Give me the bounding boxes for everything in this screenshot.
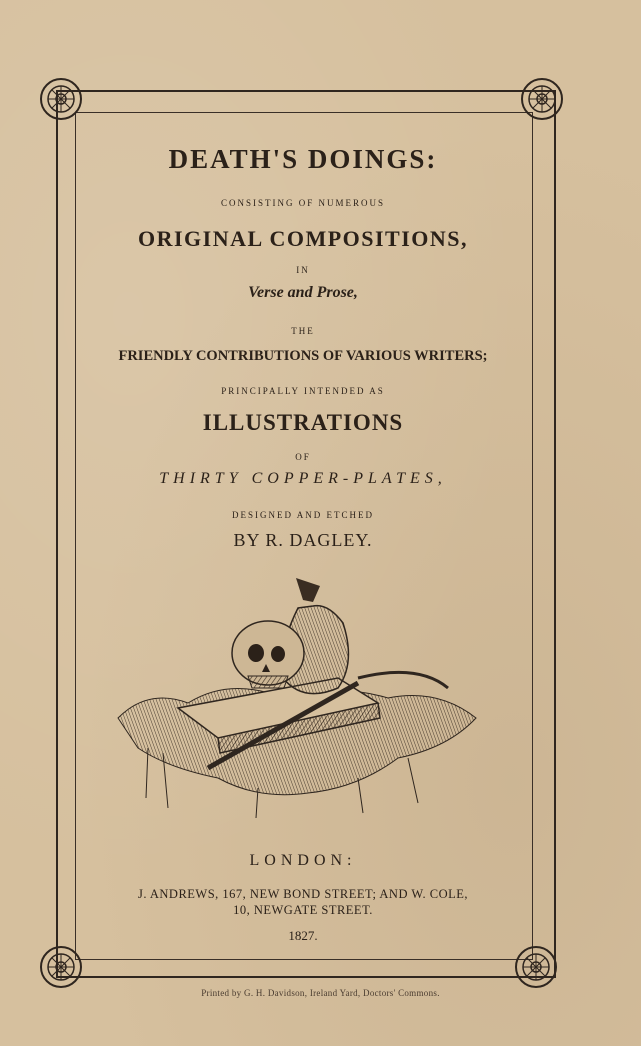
publisher-line-1: J. ANDREWS, 167, NEW BOND STREET; AND W. COLE, [137,887,469,901]
thirty-copper-plates-line: THIRTY COPPER-PLATES, [159,470,447,487]
of-line: OF [295,452,311,462]
principally-line: PRINCIPALLY INTENDED AS [221,386,385,396]
rosette-ornament-top-left [38,76,84,122]
rosette-ornament-bottom-right [513,944,559,990]
book-title: DEATH'S DOINGS: [168,144,438,174]
friendly-contributions-line: FRIENDLY CONTRIBUTIONS OF VARIOUS WRITERS; [118,348,488,364]
place-of-publication: LONDON: [249,852,357,869]
printer-imprint: Printed by G. H. Davidson, Ireland Yard, Doctors' Commons. [201,988,440,998]
author-line: BY R. DAGLEY. [233,530,373,550]
original-compositions-line: ORIGINAL COMPOSITIONS, [137,226,469,251]
the-line: THE [291,326,315,336]
consisting-line: CONSISTING OF NUMEROUS [220,198,385,208]
rosette-ornament-top-right [519,76,565,122]
skull-vignette-illustration [108,568,484,828]
rosette-ornament-bottom-left [38,944,84,990]
illustrations-line: ILLUSTRATIONS [202,410,404,435]
publisher-line-2: 10, NEWGATE STREET. [233,903,373,917]
designed-line: DESIGNED AND ETCHED [232,510,374,520]
verse-and-prose-line: Verse and Prose, [248,284,358,301]
publisher-block [75,886,531,918]
in-line: IN [296,265,310,275]
publication-year: 1827. [288,928,318,943]
